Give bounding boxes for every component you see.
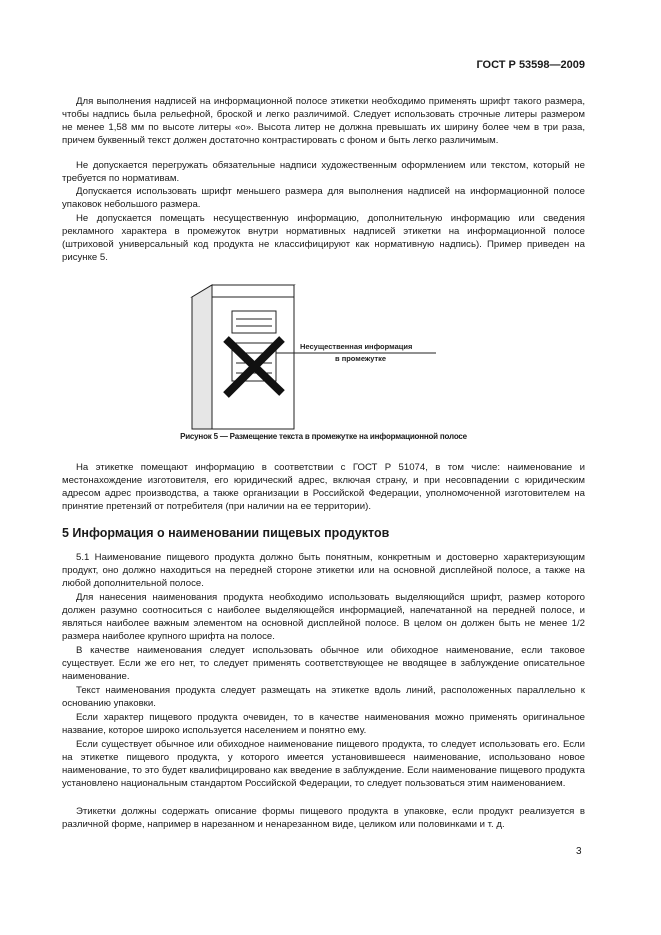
paragraph-smaller-font: Допускается использовать шрифт меньшего размера для выполнения надписей на информационной полосе упаковок небольшого размера. <box>62 186 585 210</box>
page-number: 3 <box>576 846 582 857</box>
section-5-heading: 5 Информация о наименовании пищевых продуктов <box>62 526 390 540</box>
paragraph-text-orientation: Текст наименования продукта следует размещать на этикетке вдоль линий, расположенных параллельно к основанию упаковки. <box>62 685 585 709</box>
paragraph-font-size: Для выполнения надписей на информационной полосе этикетки необходимо применять шрифт такого размера, чтобы надпись была рельефной, броской и легко различимой. Следует использовать строчные литеры размером не менее 1,58 мм по высоте литеры «о». Высота литер не должна превышать их ширину более чем в три раза, причем буквенный текст должен достаточно контрастировать с фоном и быть легко различимым. <box>62 96 585 146</box>
paragraph-5-1: 5.1 Наименование пищевого продукта должно быть понятным, конкретным и достоверно характеризующим продукт, оно должно находиться на передней стороне этикетки или на основной дисплейной полосе, а также на любой дополнительной полосе. <box>62 552 585 589</box>
standard-header: ГОСТ Р 53598—2009 <box>476 59 585 71</box>
paragraph-manufacturer-info: На этикетке помещают информацию в соответствии с ГОСТ Р 51074, в том числе: наименование и местонахождение изготовителя, его юридический адрес, включая страну, и при несовпадении с юридическим адресом адрес производства, а также организации в Российской Федерации, уполномоченной изготовителем на принятие претензий от потребителя (при наличии на ее территории). <box>62 462 585 512</box>
paragraph-no-insertion: Не допускается помещать несущественную информацию, дополнительную информацию или сведения рекламного характера в промежуток внутри нормативных надписей этикетки на информационной полосе (штриховой универсальный код продукта не классифицируют как нормативную надпись). Пример приведен на рисунке 5. <box>62 213 585 263</box>
figure-label-line1: Несущественная информация <box>300 342 413 351</box>
paragraph-original-name: Если характер пищевого продукта очевиден, то в качестве наименования можно применять оригинальное название, которое широко используется населением и понятно ему. <box>62 712 585 736</box>
figure-5-illustration <box>190 283 450 430</box>
paragraph-no-overload: Не допускается перегружать обязательные надписи художественным оформлением или текстом, который не требуется по нормативам. <box>62 160 585 184</box>
paragraph-product-form: Этикетки должны содержать описание формы пищевого продукта в упаковке, если продукт реализуется в различной форме, например в нарезанном и ненарезанном виде, целиком или половинками и т. д. <box>62 806 585 830</box>
figure-label-line2: в промежутке <box>335 354 387 363</box>
figure-caption: Рисунок 5 — Размещение текста в промежутке на информационной полосе <box>180 432 467 441</box>
paragraph-established-name: Если существует обычное или обиходное наименование пищевого продукта, то следует использовать его. Если на этикетке пищевого продукта, у которого имеется установившееся наименование, использовано новое наименование, то это будет квалифицировано как введение в заблуждение. Если наименование пищевого продукта установлено национальным стандартом Российской Федерации, то следует пользоваться этим наименованием. <box>62 739 585 789</box>
package-left-face <box>192 285 212 429</box>
package-front-face <box>212 285 294 429</box>
paragraph-common-name: В качестве наименования следует использовать обычное или обиходное наименование, если таковое существует. Если же его нет, то следует применять соответствующее не вводящее в заблуждение описательное наименование. <box>62 645 585 682</box>
paragraph-name-font: Для нанесения наименования продукта необходимо использовать выделяющийся шрифт, размер которого должен разумно соотноситься с наиболее выделяющейся информацией, напечатанной на передней полосе, и являться наиболее важным элементом на основной дисплейной полосе. В целом он должен быть не менее 1/2 размера наиболее крупного шрифта на полосе. <box>62 592 585 642</box>
